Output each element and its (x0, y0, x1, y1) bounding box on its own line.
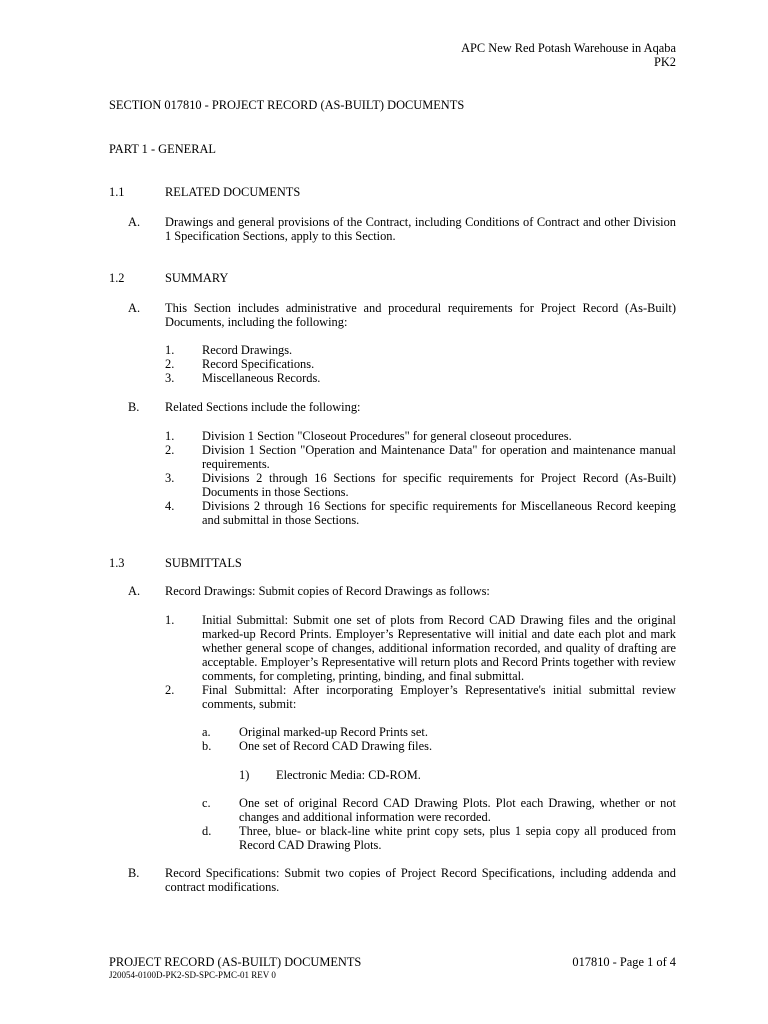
sublist-item-label: d. (202, 824, 212, 838)
paragraph-label: A. (128, 215, 141, 229)
footer-title: PROJECT RECORD (AS-BUILT) DOCUMENTS (109, 955, 362, 969)
list-item-label: 4. (165, 499, 175, 513)
paragraph-label: B. (128, 400, 140, 414)
section-title: SECTION 017810 - PROJECT RECORD (AS-BUILT) DOCUMENTS (109, 98, 465, 112)
list-item-text: Division 1 Section "Operation and Maintenance Data" for operation and maintenance manual requirements. (202, 443, 676, 471)
list-item-text: Miscellaneous Records. (202, 371, 321, 385)
sublist-item-text: One set of Record CAD Drawing files. (239, 739, 433, 753)
paragraph-text: Drawings and general provisions of the Contract, including Conditions of Contract and other Division 1 Specification Sections, apply to this Section. (165, 215, 676, 243)
header-package: PK2 (653, 55, 676, 69)
list-item-label: 1. (165, 343, 175, 357)
paragraph-text: Related Sections include the following: (165, 400, 361, 414)
list-item-text: Final Submittal: After incorporating Employer’s Representative's initial submittal review comments, submit: (202, 683, 676, 711)
list-item-label: 3. (165, 471, 175, 485)
list-item-text: Divisions 2 through 16 Sections for specific requirements for Miscellaneous Record keeping and submittal in those Sections. (202, 499, 676, 527)
list-item-label: 2. (165, 683, 175, 697)
list-item-label: 2. (165, 357, 175, 371)
footer-page-number: 017810 - Page 1 of 4 (572, 955, 676, 969)
subsub-item-label: 1) (239, 768, 250, 782)
paragraph-label: A. (128, 584, 141, 598)
list-item-label: 1. (165, 429, 175, 443)
article-number: 1.1 (109, 185, 125, 199)
paragraph-text: Record Drawings: Submit copies of Record Drawings as follows: (165, 584, 490, 598)
paragraph-text: Record Specifications: Submit two copies of Project Record Specifications, including addenda and contract modifications. (165, 866, 676, 894)
sublist-item-text: Three, blue- or black-line white print copy sets, plus 1 sepia copy all produced from Record CAD Drawing Plots. (239, 824, 676, 852)
list-item-text: Record Specifications. (202, 357, 315, 371)
header-project: APC New Red Potash Warehouse in Aqaba (461, 41, 676, 55)
article-title: SUMMARY (165, 271, 229, 285)
article-title: RELATED DOCUMENTS (165, 185, 301, 199)
subsub-item-text: Electronic Media: CD-ROM. (276, 768, 421, 782)
list-item-text: Record Drawings. (202, 343, 293, 357)
sublist-item-text: Original marked-up Record Prints set. (239, 725, 428, 739)
list-item-text: Divisions 2 through 16 Sections for specific requirements for Project Record (As-Built) Documents in those Sections. (202, 471, 676, 499)
sublist-item-label: b. (202, 739, 212, 753)
article-title: SUBMITTALS (165, 556, 242, 570)
list-item-label: 1. (165, 613, 175, 627)
sublist-item-text: One set of original Record CAD Drawing Plots. Plot each Drawing, whether or not changes and additional information were recorded. (239, 796, 676, 824)
paragraph-text: This Section includes administrative and procedural requirements for Project Record (As-Built) Documents, including the following: (165, 301, 676, 329)
sublist-item-label: c. (202, 796, 211, 810)
footer-document-id: J20054-0100D-PK2-SD-SPC-PMC-01 REV 0 (109, 970, 276, 980)
paragraph-label: A. (128, 301, 141, 315)
article-number: 1.3 (109, 556, 125, 570)
list-item-text: Initial Submittal: Submit one set of plots from Record CAD Drawing files and the original marked-up Record Prints. Employer’s Representative will initial and date each plot and mark whether general scope of changes, additional information recorded, and quality of drafting are acceptable. Employer’s Representative will return plots and Record Prints together with review comments, for completing, printing, binding, and final submittal. (202, 613, 676, 683)
list-item-text: Division 1 Section "Closeout Procedures" for general closeout procedures. (202, 429, 572, 443)
paragraph-label: B. (128, 866, 140, 880)
list-item-label: 2. (165, 443, 175, 457)
article-number: 1.2 (109, 271, 125, 285)
part-title: PART 1 - GENERAL (109, 142, 216, 156)
list-item-label: 3. (165, 371, 175, 385)
sublist-item-label: a. (202, 725, 211, 739)
